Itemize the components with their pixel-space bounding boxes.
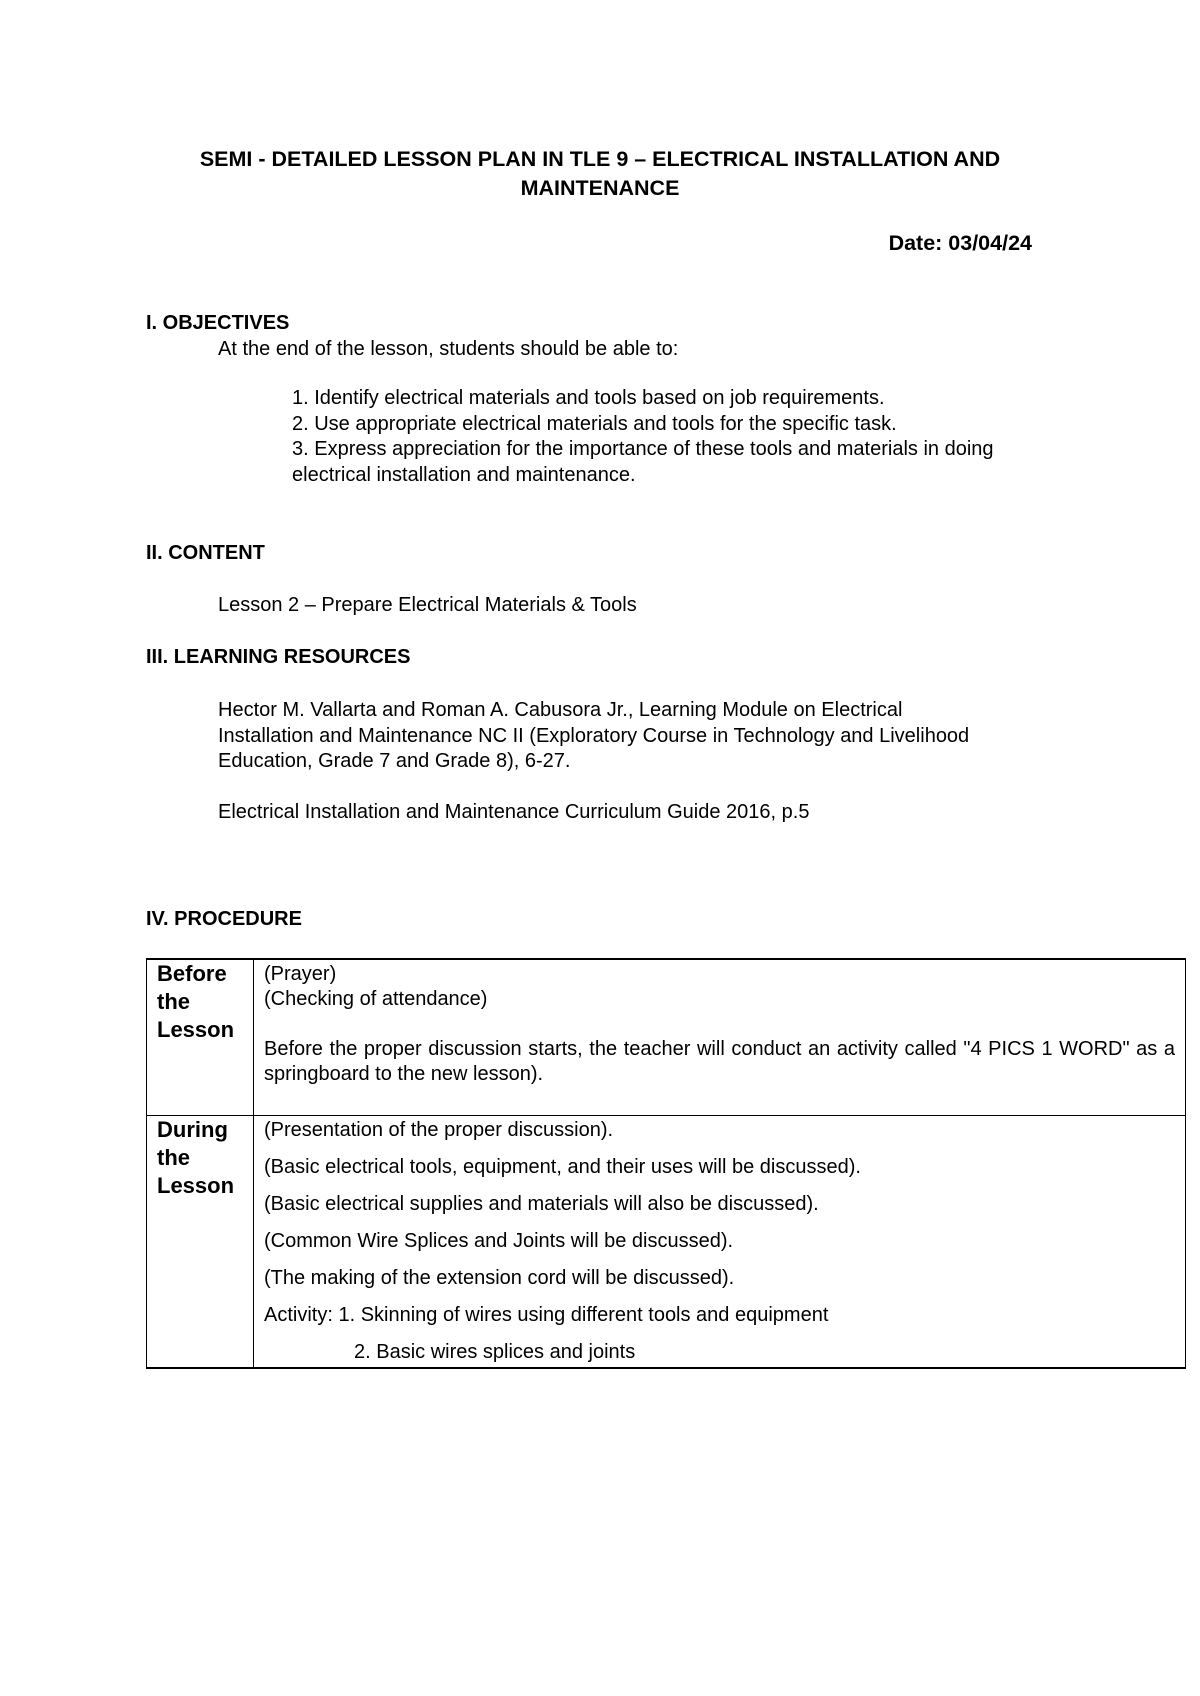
table-row xyxy=(147,959,1186,1115)
phase-cell xyxy=(147,1115,254,1368)
procedure-table xyxy=(146,958,1186,1369)
detail-line: (Prayer) xyxy=(264,963,337,985)
detail-line: (Presentation of the proper discussion). xyxy=(264,1118,614,1141)
lesson-date: Date: 03/04/24 xyxy=(888,231,1032,255)
spacer xyxy=(264,1012,1175,1037)
detail-line: (The making of the extension cord will be discussed). xyxy=(264,1266,735,1289)
phase-word: the xyxy=(157,989,190,1014)
content-lesson: Lesson 2 – Prepare Electrical Materials & Tools xyxy=(218,594,637,616)
objectives-intro: At the end of the lesson, students should be able to: xyxy=(218,338,679,360)
resources-heading: III. LEARNING RESOURCES xyxy=(146,646,411,668)
resource-item: Hector M. Vallarta and Roman A. Cabusora Jr., Learning Module on Electrical Installation and Maintenance NC II (Exploratory Course in Technology and Livelihood Education, Grade 7 and Grade 8), 6-27. xyxy=(218,699,970,772)
detail-line: Activity: 1. Skinning of wires using different tools and equipment xyxy=(264,1303,829,1326)
detail-line: (Checking of attendance) xyxy=(264,988,488,1010)
detail-line: Before the proper discussion starts, the teacher will conduct an activity called "4 PICS 1 WORD" as a springboard to the new lesson). xyxy=(264,1038,1175,1085)
title-line-2: MAINTENANCE xyxy=(520,176,680,200)
procedure-heading: IV. PROCEDURE xyxy=(146,908,302,930)
detail-line: (Basic electrical tools, equipment, and their uses will be discussed). xyxy=(264,1155,861,1178)
phase-word: Lesson xyxy=(157,1017,235,1042)
detail-line: (Common Wire Splices and Joints will be discussed). xyxy=(264,1229,734,1252)
resource-item: Electrical Installation and Maintenance Curriculum Guide 2016, p.5 xyxy=(218,801,810,823)
phase-word: the xyxy=(157,1144,190,1170)
phase-cell xyxy=(147,959,254,1115)
objective-item: 1. Identify electrical materials and tools based on job requirements. xyxy=(292,387,885,409)
content-heading: II. CONTENT xyxy=(146,542,265,564)
phase-word: Lesson xyxy=(157,1172,235,1198)
details-cell xyxy=(254,959,1186,1115)
objectives-heading: I. OBJECTIVES xyxy=(146,312,290,334)
details-cell xyxy=(254,1115,1186,1368)
document-title xyxy=(140,145,1060,203)
phase-word: During xyxy=(157,1116,228,1142)
detail-line: 2. Basic wires splices and joints xyxy=(354,1340,636,1363)
objective-item: 3. Express appreciation for the importance of these tools and materials in doing electrical installation and maintenance. xyxy=(292,438,994,486)
detail-line: (Basic electrical supplies and materials will also be discussed). xyxy=(264,1192,819,1215)
objectives-list xyxy=(292,386,1052,488)
table-row xyxy=(147,1115,1186,1368)
title-line-1: SEMI - DETAILED LESSON PLAN IN TLE 9 – ELECTRICAL INSTALLATION AND xyxy=(199,147,1001,171)
phase-word: Before xyxy=(157,961,227,986)
objective-item: 2. Use appropriate electrical materials and tools for the specific task. xyxy=(292,412,897,435)
